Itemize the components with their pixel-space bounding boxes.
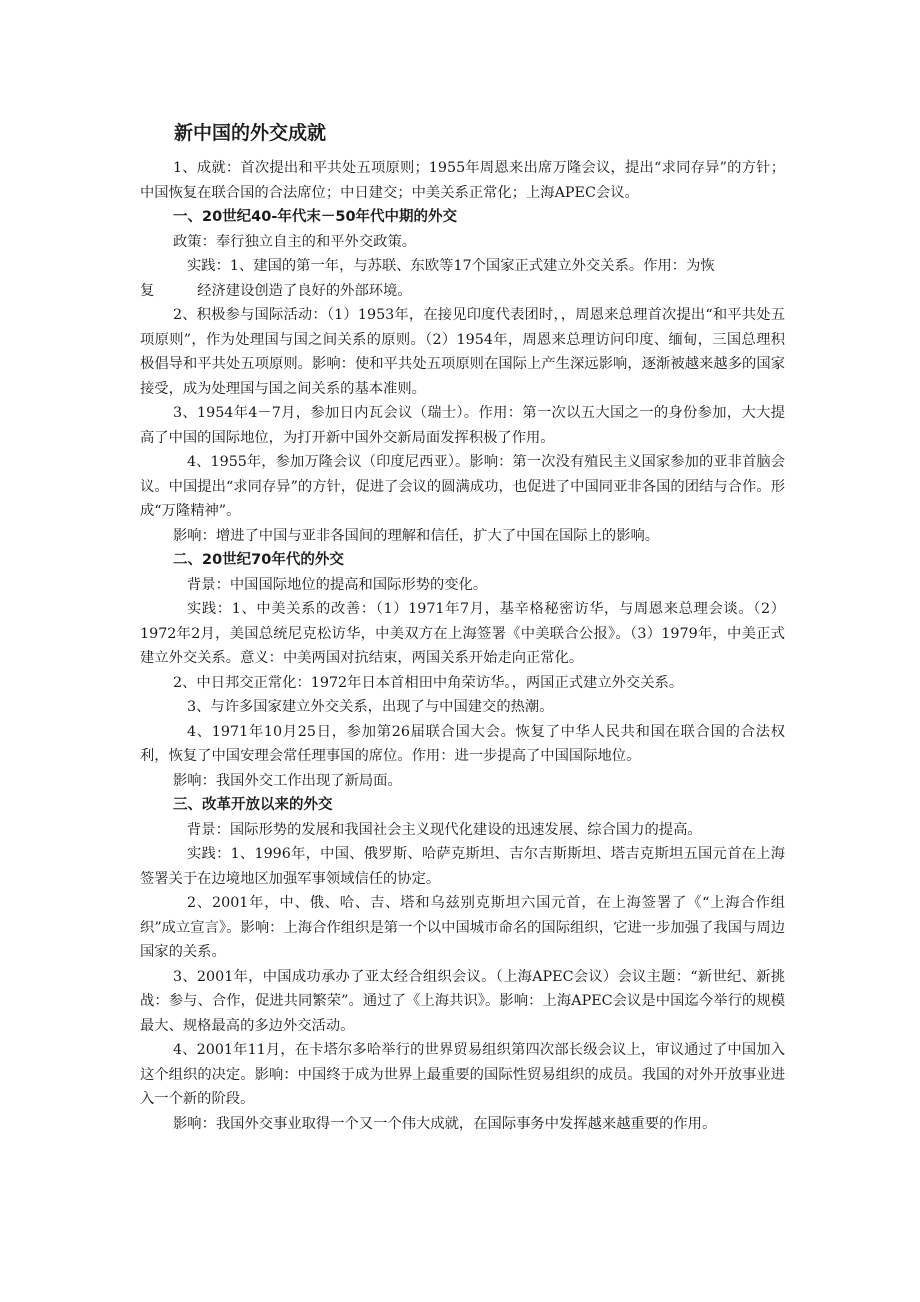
- section3-heading: 三、改革开放以来的外交: [173, 797, 333, 813]
- section2-item3: 3、与许多国家建立外交关系，出现了与中国建交的热潮。: [187, 699, 554, 715]
- section3-item4: 4、2001年11月，在卡塔尔多哈举行的世界贸易组织第四次部长级会议上，审议通过了中国加入这个组织的决定。影响：中国终于成为世界上最重要的国际性贸易组织的成员。我国的对外开放事业进入一个新的阶段。: [140, 1042, 785, 1107]
- section3-item3: 3、2001年，中国成功承办了亚太经合组织会议。（上海APEC会议）会议主题：“新世纪、新挑战：参与、合作，促进共同繁荣”。通过了《上海共识》。影响：上海APEC会议是中国迄今举行的规模最大、规格最高的多边外交活动。: [140, 968, 785, 1034]
- section1-heading: 一、20世纪40-年代末－50年代中期的外交: [173, 209, 458, 225]
- section1-item3: 3、1954年4－7月，参加日内瓦会议（瑞士）。作用：第一次以五大国之一的身份参加，大大提高了中国的国际地位，为打开新中国外交新局面发挥积极了作用。: [140, 405, 785, 446]
- document-page: [140, 118, 785, 1136]
- section3-item2: 2、2001年，中、俄、哈、吉、塔和乌兹别克斯坦六国元首，在上海签署了《“上海合作组织”成立宣言》。影响：上海合作组织是第一个以中国城市命名的国际组织，它进一步加强了我国与周边国家的关系。: [140, 895, 785, 960]
- document-title: 新中国的外交成就: [174, 122, 327, 144]
- section1-practice-line1: 实践：1、建国的第一年，与苏联、东欧等17个国家正式建立外交关系。作用：为恢: [187, 258, 715, 274]
- section2-item4: 4、1971年10月25日，参加第26届联合国大会。恢复了中华人民共和国在联合国的合法权利，恢复了中国安理会常任理事国的席位。作用：进一步提高了中国国际地位。: [140, 723, 785, 764]
- section1-practice-line2: 复 经济建设创造了良好的外部环境。: [140, 282, 412, 299]
- section1-impact: 影响：增进了中国与亚非各国间的理解和信任，扩大了中国在国际上的影响。: [173, 527, 660, 544]
- section2-item1: 实践：1、中美关系的改善：（1）1971年7月，基辛格秘密访华，与周恩来总理会谈。（2）1972年2月，美国总统尼克松访华，中美双方在上海签署《中美联合公报》。（3）1979年，中美正式建立外交关系。意义：中美两国对抗结束，两国关系开始走向正常化。: [140, 601, 785, 666]
- section3-item1: 实践：1、1996年，中国、俄罗斯、哈萨克斯坦、吉尔吉斯斯坦、塔吉克斯坦五国元首在上海签署关于在边境地区加强军事领域信任的协定。: [140, 846, 785, 887]
- section2-heading: 二、20世纪70年代的外交: [173, 552, 344, 568]
- section1-item4: 4、1955年，参加万隆会议（印度尼西亚）。影响：第一次没有殖民主义国家参加的亚非首脑会议。中国提出“求同存异”的方针，促进了会议的圆满成功，也促进了中国同亚非各国的团结与合作。形成“万隆精神”。: [140, 454, 785, 519]
- intro-paragraph: 1、成就：首次提出和平共处五项原则；1955年周恩来出席万隆会议，提出“求同存异”的方针；中国恢复在联合国的合法席位；中日建交；中美关系正常化；上海APEC会议。: [140, 160, 785, 201]
- section3-background: 背景：国际形势的发展和我国社会主义现代化建设的迅速发展、综合国力的提高。: [187, 821, 702, 838]
- section2-item2: 2、中日邦交正常化：1972年日本首相田中角荣访华。，两国正式建立外交关系。: [173, 674, 684, 691]
- section1-policy: 政策：奉行独立自主的和平外交政策。: [173, 233, 417, 250]
- section1-item2: 2、积极参与国际活动：（1）1953年，在接见印度代表团时，，周恩来总理首次提出“和平共处五项原则”，作为处理国与国之间关系的原则。（2）1954年，周恩来总理访问印度、缅甸，三国总理积极倡导和平共处五项原则。影响：使和平共处五项原则在国际上产生深远影响，逐渐被越来越多的国家接受，成为处理国与国之间关系的基本准则。: [140, 307, 785, 397]
- section2-background: 背景：中国国际地位的提高和国际形势的变化。: [187, 576, 488, 593]
- section2-impact: 影响：我国外交工作出现了新局面。: [173, 772, 402, 789]
- section3-impact: 影响：我国外交事业取得一个又一个伟大成就，在国际事务中发挥越来越重要的作用。: [173, 1115, 717, 1132]
